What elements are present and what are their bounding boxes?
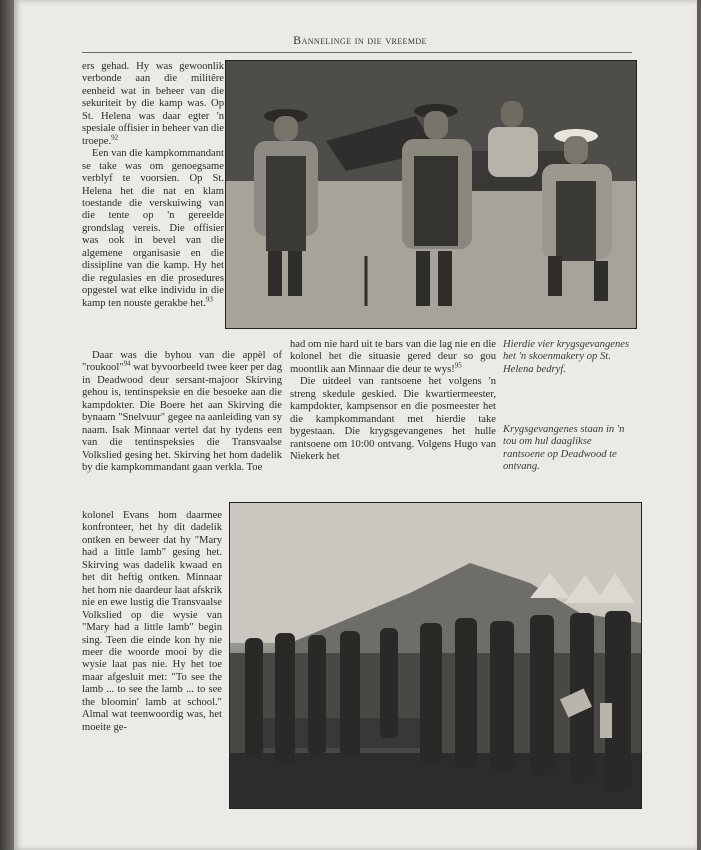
photo-shoemakers-illustration (226, 61, 636, 328)
photo-ration-queue-illustration (230, 503, 641, 808)
footnote-ref: 93 (205, 295, 213, 304)
paragraph-text: had om nie hard uit te bars van die lag nie en die kolonel het die situasie gered deur so gou moontlik aan Minnaar die deur te wys! (290, 339, 496, 375)
footnote-ref: 94 (123, 359, 131, 368)
header-rule (82, 52, 632, 53)
footnote-ref: 95 (454, 361, 462, 370)
text-column-middle (290, 339, 496, 464)
photo-caption-shoemakers: Hierdie vier krygsgevangenes het 'n skoenmakery op St. Helena bedryf. (503, 339, 630, 375)
photo-ration-queue (229, 502, 642, 809)
photo-caption-rations: Krygsgevangenes staan in 'n tou om hul daaglikse rantsoene op Deadwood te ontvang. (503, 424, 625, 473)
text-column-left-bottom (82, 510, 222, 734)
photo-shoemakers (225, 60, 637, 329)
text-column-left-top (82, 61, 224, 310)
book-spine-shadow (0, 0, 14, 850)
page-number: 111 (610, 794, 628, 808)
paragraph-text: Een van die kampkommandant se take was om genoegsame verblyf te voorsien. Op St. Helena het die nat en klam toestande die verskuiwing van die tente op 'n gereelde grondslag vereis. Die offisier was ook in bevel van die algemene organisasie en die dissipline van die kamp. Hy het die regulasies en die prosedures opgestel wat elke individu in die kamp ten nouste gerakbe het. (82, 148, 224, 309)
running-head: Bannelinge in die vreemde (293, 33, 427, 47)
paragraph-text: Daar was die byhou van die appèl of "roukool" (82, 350, 282, 374)
paragraph-text: ers gehad. Hy was gewoonlik verbonde aan die militêre eenheid wat in beheer van die sekuriteit by die kamp was. Op St. Helena was daar egter 'n spesiale offisier in beheer van die troepe. (82, 61, 224, 147)
paragraph-text: kolonel Evans hom daarmee konfronteer, het hy dit dadelik ontken en beweer dat hy "Mary had a little lamb" gesing het. Skirving was dadelik kwaad en het dit heftig ontken. Minnaar het hom nie daardeur laat afskrik nie en ewe lustig die Transvaalse Volkslied op die wysie van "Mary had a little lamb" begin sing. Teen die einde kon hy nie meer die woorde mooi by die wysie laat pas nie. Hy het toe maar afgesluit met: "To see the lamb ... to see the lamb ... to see the bloomin' lamb at school." Almal wat teenwoordig was, het moeite ge- (82, 510, 222, 733)
footnote-ref: 92 (111, 133, 119, 142)
text-column-left-middle (82, 350, 282, 475)
paragraph-text: Die uitdeel van rantsoene het volgens 'n streng skedule geskied. Die kwartiermeester, kampdokter, kampsensor en die posmeester het die kampkommandant met hierdie take bygestaan. Die krygsgevangenes het hulle rantsoene om 10:00 ontvang. Volgens Hugo van Niekerk het (290, 376, 496, 463)
paragraph-text: wat byvoorbeeld twee keer per dag in Deadwood deur sersant-majoor Skirving gehou is, tentinspeksie en die besoeke aan die kampdokter. Die Boere het aan Skirving die bynaam "Snelvuur" gegee na aanleiding van sy naam. Isak Minnaar vertel dat hy tydens een van die tentinspeksies die Transvaalse Volkslied gesing het. Skirving het hom dadelik by die kampkommandant gaan verkla. Toe (82, 362, 282, 474)
